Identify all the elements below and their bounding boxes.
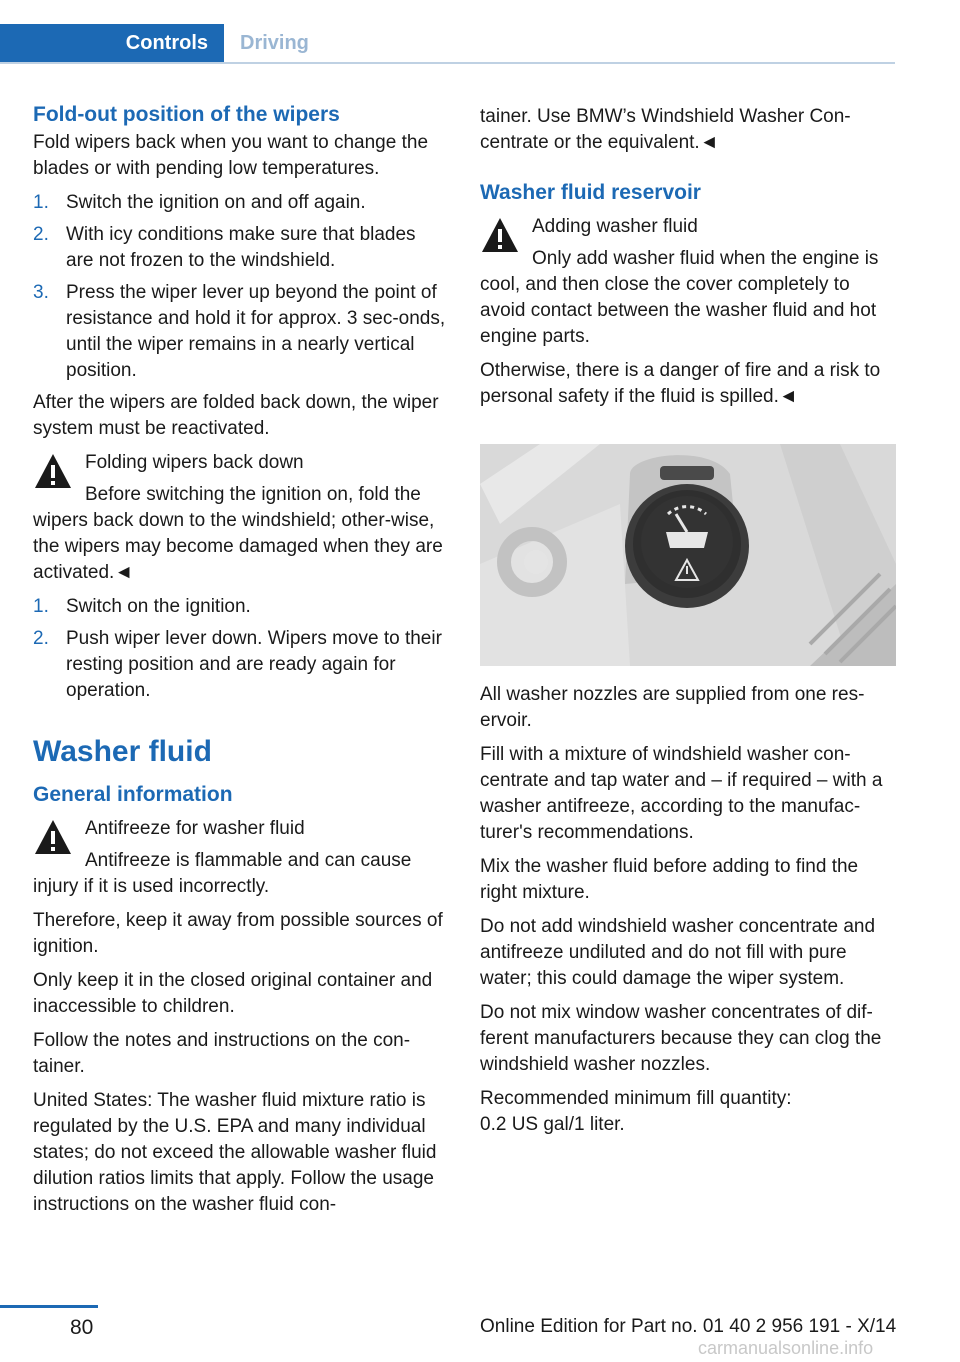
washer-reservoir-photo [480,444,896,666]
tab-controls-label: Controls [125,31,208,54]
watermark: carmanualsonline.info [698,1338,874,1358]
paragraph: United States: The washer fluid mixture ratio is regulated by the U.S. EPA and many individual states; do not exceed the allowable washer fluid dilution ratios limits that apply. Follow the usage instructions on the washer fluid con‐ [33,1090,437,1215]
list-item: 2. Push wiper lever down. Wipers move to their resting position and are ready again for operation. [33,628,442,701]
tab-driving[interactable] [240,24,309,62]
warning-body: Before switching the ignition on, fold the wipers back down to the windshield; other‐wise, the wipers may become damaged when they are activated.◄ [33,484,443,583]
list-item: 1. Switch the ignition on and off again. [33,192,366,213]
tab-controls[interactable] [0,24,224,62]
warning-triangle-icon [33,818,73,856]
paragraph-fill-quantity-value: 0.2 US gal/1 liter. [480,1114,625,1135]
footer-edition: Online Edition for Part no. 01 40 2 956 191 - X/14 [480,1316,897,1337]
paragraph: Fill with a mixture of windshield washer con‐centrate and tap water and – if required – with a washer antifreeze, according to the manufac‐turer's recommendations. [480,744,883,843]
paragraph: Mix the washer fluid before adding to find the right mixture. [480,856,859,903]
warning-triangle-icon [33,452,73,490]
steps-list-1 [33,190,448,384]
list-item: 1. Switch on the ignition. [33,596,251,617]
paragraph: Only keep it in the closed original container and inaccessible to children. [33,970,433,1017]
list-item: 3. Press the wiper lever up beyond the point of resistance and hold it for approx. 3 sec‐onds, until the wiper remains in a nearly vertical position. [33,282,446,381]
paragraph: Follow the notes and instructions on the con‐tainer. [33,1030,411,1077]
warning-triangle-icon [480,216,520,254]
warning-title: Adding washer fluid [532,216,698,237]
paragraph: All washer nozzles are supplied from one res‐ervoir. [480,684,865,731]
heading-foldout: Fold-out position of the wipers [33,103,340,126]
warning-antifreeze [33,816,448,900]
warning-body: Only add washer fluid when the engine is cool, and then close the cover completely to avoid contact between the washer fluid and hot engine parts. [480,248,879,347]
paragraph: Do not mix window washer concentrates of dif‐ferent manufacturers because they can clog the windshield washer nozzles. [480,1002,882,1075]
heading-washer-fluid-reservoir: Washer fluid reservoir [480,181,701,204]
warning-folding [33,450,448,586]
warning-adding-fluid [480,214,896,350]
paragraph-foldout: Fold wipers back when you want to change the blades or with pending low temperatures. [33,132,429,179]
footer-rule [0,1305,98,1308]
heading-washer-fluid: Washer fluid [33,735,212,768]
warning-title: Antifreeze for washer fluid [85,818,305,839]
paragraph-danger: Otherwise, there is a danger of fire and a risk to personal safety if the fluid is spilled.◄ [480,360,881,407]
paragraph: Therefore, keep it away from possible sources of ignition. [33,910,443,957]
chapter-tabbar [0,24,895,64]
paragraph: Do not add windshield washer concentrate and antifreeze undiluted and do not fill with pure water; this could damage the wiper system. [480,916,876,989]
heading-general-information: General information [33,783,233,806]
left-column [33,100,448,1226]
warning-body: Antifreeze is flammable and can cause injury if it is used incorrectly. [33,850,412,897]
page-number: 80 [70,1316,94,1339]
paragraph-after: After the wipers are folded back down, the wiper system must be reactivated. [33,392,439,439]
warning-title: Folding wipers back down [85,452,304,473]
right-column [480,104,896,1146]
paragraph-continued: tainer. Use BMW’s Windshield Washer Con‐centrate or the equivalent.◄ [480,106,851,153]
tab-driving-label: Driving [240,31,309,54]
reservoir-cap-illustration [480,444,896,666]
list-item: 2. With icy conditions make sure that blades are not frozen to the windshield. [33,224,416,271]
steps-list-2 [33,594,448,704]
paragraph-fill-quantity-label: Recommended minimum fill quantity: [480,1088,792,1109]
